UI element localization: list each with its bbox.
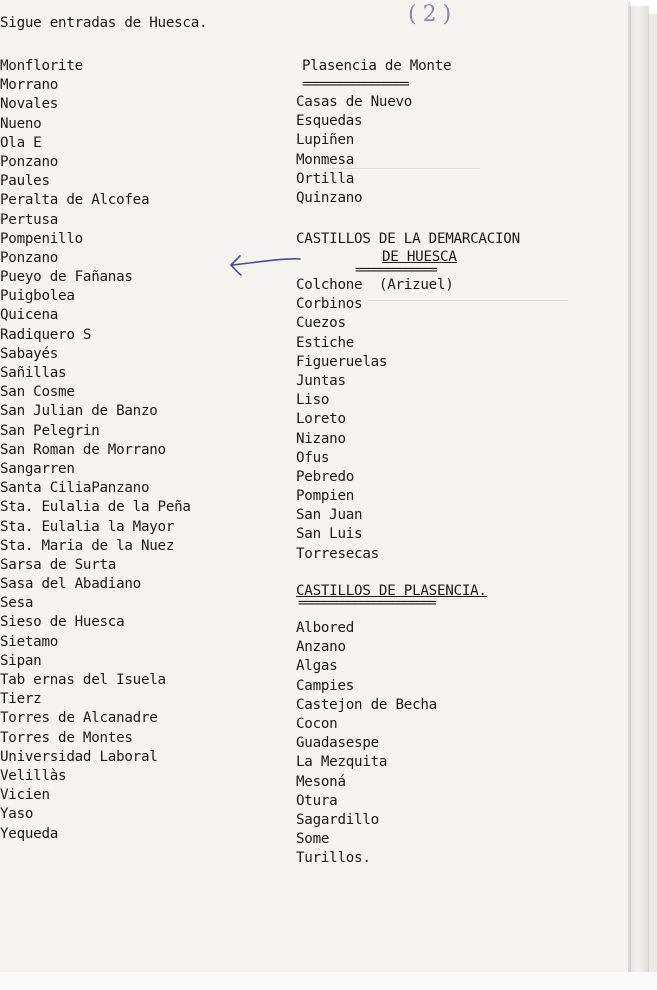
list-item: Pompien — [296, 488, 355, 505]
list-item: Monflorite — [0, 58, 83, 74]
list-item: San Juan — [296, 507, 363, 524]
page-header: Sigue entradas de Huesca. — [0, 15, 208, 31]
list-item: Paules — [0, 173, 50, 190]
section-underline: ================= — [302, 77, 408, 92]
list-item: Sta. Eulalia de la Peña — [0, 499, 191, 516]
list-item: Corbinos — [296, 296, 363, 313]
list-item: San Cosme — [0, 384, 75, 401]
list-item: Figueruelas — [296, 353, 388, 370]
list-item: Sagardillo — [296, 811, 379, 828]
list-item: San Pelegrin — [0, 422, 100, 439]
list-item: Some — [296, 831, 330, 848]
section-title-castillos-plasencia: CASTILLOS DE PLASENCIA. — [296, 583, 487, 599]
list-item: Tierz — [0, 691, 42, 708]
list-item: Monmesa — [296, 151, 355, 168]
list-item: Estiche — [296, 334, 355, 351]
list-item: Ofus — [296, 449, 330, 466]
list-item: Turillos. — [296, 850, 371, 867]
list-item: Cocon — [296, 715, 338, 732]
list-item: Loreto — [296, 411, 346, 428]
list-item: Quicena — [0, 307, 59, 324]
list-item: San Luis — [296, 526, 363, 543]
list-item: Albored — [296, 620, 355, 636]
list-item: Vicien — [0, 787, 50, 804]
list-item: Mesoná — [296, 773, 346, 790]
scan-margin — [0, 972, 657, 990]
castillos-demarcacion-list — [296, 276, 454, 564]
list-item: Campies — [296, 677, 355, 694]
list-item: Pompenillo — [0, 230, 83, 247]
list-item: Ortilla — [296, 170, 355, 187]
list-item: Guadasespe — [296, 735, 379, 752]
castillos-plasencia-list — [296, 619, 437, 868]
list-item: Juntas — [296, 372, 346, 389]
list-item: Puigbolea — [0, 288, 75, 305]
list-item: Sasa del Abadiano — [0, 576, 141, 593]
list-item: Castejon de Becha — [296, 696, 437, 713]
section-underline: ====================== — [298, 596, 435, 611]
list-item: Yequeda — [0, 825, 59, 842]
page-edge — [630, 6, 649, 974]
list-item: Torresecas — [296, 545, 379, 562]
list-item: Ponzano — [0, 153, 59, 170]
list-item: Morrano — [0, 77, 59, 94]
list-item: Lupiñen — [296, 132, 355, 149]
list-item: Torres de Alcanadre — [0, 710, 158, 727]
section-title-castillos-demarcacion: CASTILLOS DE LA DEMARCACION — [296, 231, 520, 247]
list-item: San Roman de Morrano — [0, 441, 166, 458]
section-title-de-huesca: DE HUESCA — [382, 249, 457, 265]
list-item: Sieso de Huesca — [0, 614, 125, 631]
list-item: Torres de Montes — [0, 729, 133, 746]
list-item: Sta. Eulalia la Mayor — [0, 518, 175, 535]
list-item: Nueno — [0, 115, 42, 132]
list-item: Peralta de Alcofea — [0, 192, 150, 209]
page-number-handwritten: (2) — [408, 2, 458, 27]
list-item: Algas — [296, 658, 338, 675]
list-item: Anzano — [296, 639, 346, 656]
list-item: Tab ernas del Isuela — [0, 672, 166, 688]
section-title-plasencia-de-monte: Plasencia de Monte — [302, 58, 452, 74]
list-item: Casas de Nuevo — [296, 94, 413, 110]
list-item: Sarsa de Surta — [0, 556, 117, 573]
list-item: Ola E — [0, 134, 42, 151]
list-item: Quinzano — [296, 189, 363, 206]
list-item: Yaso — [0, 806, 34, 823]
list-item: San Julian de Banzo — [0, 403, 158, 420]
list-item: Nizano — [296, 430, 346, 447]
list-item: Velillàs — [0, 767, 67, 784]
list-item: Radiquero S — [0, 326, 92, 343]
list-item: Sabayés — [0, 345, 59, 362]
list-item: Liso — [296, 392, 330, 409]
list-item: Colchone (Arizuel) — [296, 277, 454, 293]
list-item: La Mezquita — [296, 754, 388, 771]
list-item: Pertusa — [0, 211, 59, 228]
list-item: Ponzano — [0, 249, 59, 266]
list-item: Sesa — [0, 595, 34, 612]
list-item: Esquedas — [296, 113, 363, 130]
list-item: Pueyo de Fañanas — [0, 269, 133, 286]
list-item: Otura — [296, 792, 338, 809]
list-item: Sipan — [0, 652, 42, 669]
arrow-left-icon — [224, 250, 304, 280]
list-item: Santa CiliaPanzano — [0, 480, 150, 497]
list-item: Novales — [0, 96, 59, 113]
left-column-list — [0, 57, 191, 844]
plasencia-list — [296, 93, 412, 208]
list-item: Cuezos — [296, 315, 346, 332]
list-item: Sta. Maria de la Nuez — [0, 537, 175, 554]
section-underline: ============= — [355, 263, 436, 278]
list-item: Sangarren — [0, 460, 75, 477]
list-item: Universidad Laboral — [0, 748, 158, 765]
page-edge-back — [648, 14, 657, 976]
list-item: Sietamo — [0, 633, 59, 650]
list-item: Sañillas — [0, 365, 67, 381]
list-item: Pebredo — [296, 468, 355, 485]
